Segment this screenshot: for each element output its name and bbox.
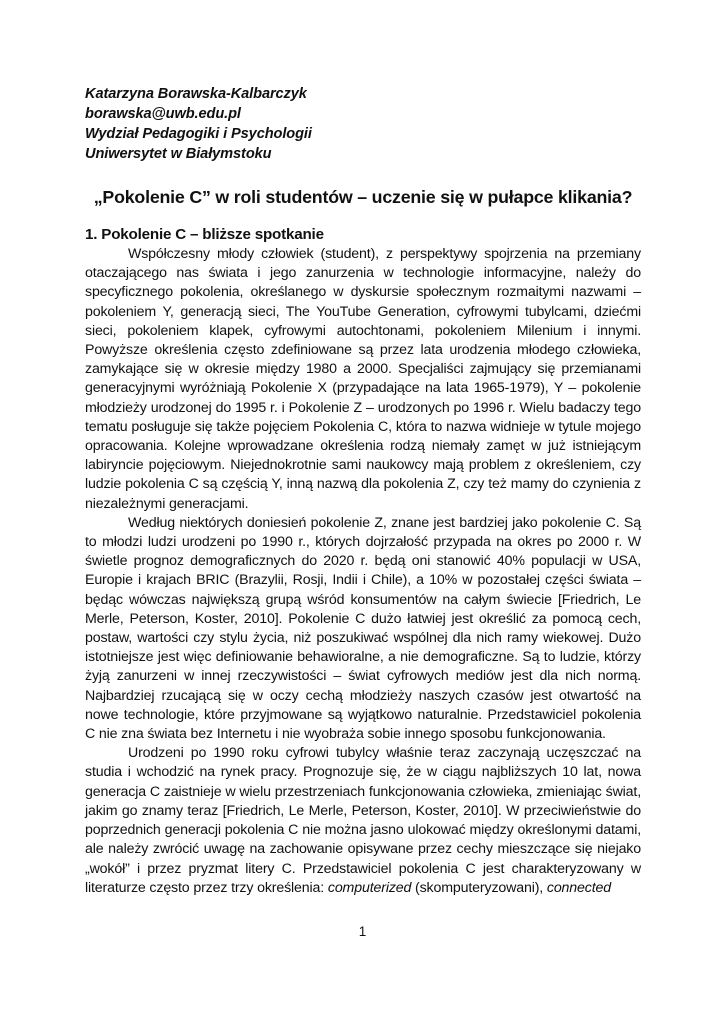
document-page xyxy=(85,84,641,898)
paragraph-3-text: Urodzeni po 1990 roku cyfrowi tubylcy właśnie teraz zaczynają uczęszczać na studia i wchodzić na rynek pracy. Prognozuje się, że w ciągu najbliższych 10 lat, nowa generacja C zaistnieje w wielu przestrzeniach funkcjonowania człowieka, zmieniając świat, jakim go znamy teraz [Friedrich, Le Merle, Peterson, Koster, 2010]. W przeciwieństwie do poprzednich generacji pokolenia C nie można jasno ulokować między określonymi datami, ale należy zwrócić uwagę na zachowanie opisywane przez cechy mieszczące się niejako „wokół” i przez pryzmat litery C. Przedstawiciel pokolenia C jest charakteryzowany w literaturze często przez trzy określenia: xyxy=(85,745,641,896)
author-block xyxy=(85,84,641,164)
page-number: 1 xyxy=(358,924,367,939)
document-title: „Pokolenie C” w roli studentów – uczenie się w pułapce klikania? xyxy=(93,187,633,207)
term-computerized-gloss: (skomputeryzowani), xyxy=(411,879,547,896)
author-name: Katarzyna Borawska-Kalbarczyk xyxy=(85,86,307,102)
paragraph-2: Według niektórych doniesień pokolenie Z, znane jest bardziej jako pokolenie C. Są to młodzi ludzi urodzeni po 1990 r., których dojrzałość przypada na okres po 2000 r. W świetle prognoz demograficznych do 2020 r. będą oni stanowić 40% populacji w USA, Europie i krajach BRIC (Brazylii, Rosji, Indii i Chile), a 10% w pozostałej części świata – będąc wówczas największą grupą wśród konsumentów na całym świecie [Friedrich, Le Merle, Peterson, Koster, 2010]. Pokolenie C dużo łatwiej jest określić za pomocą cech, postaw, wartości czy stylu życia, niż poszukiwać wspólnej dla nich ramy wiekowej. Dużo istotniejsze jest więc definiowanie behawioralne, a nie demograficzne. Są to ludzie, którzy żyją zanurzeni w innej rzeczywistości – świat cyfrowych mediów jest dla nich normą. Najbardziej rzucającą się w oczy cechą młodzieży naszych czasów jest otwartość na nowe technologie, które przyjmowane są wyjątkowo naturalnie. Przedstawiciel pokolenia C nie zna świata bez Internetu i nie wyobraża sobie innego sposobu funkcjonowania. xyxy=(85,514,641,743)
author-faculty: Wydział Pedagogiki i Psychologii xyxy=(85,126,312,142)
author-university: Uniwersytet w Białymstoku xyxy=(85,146,272,162)
author-email: borawska@uwb.edu.pl xyxy=(85,106,241,122)
term-computerized: computerized xyxy=(327,879,412,896)
term-connected: connected xyxy=(546,879,611,896)
paragraph-3 xyxy=(85,744,641,898)
section-heading: 1. Pokolenie C – bliższe spotkanie xyxy=(85,226,324,243)
paragraph-1: Współczesny młody człowiek (student), z perspektywy spojrzenia na przemiany otaczającego nas świata i jego zanurzenia w technologie informacyjne, należy do specyficznego pokolenia, określanego w dyskursie społecznym rozmaitymi nazwami – pokoleniem Y, generacją sieci, The YouTube Generation, cyfrowymi tubylcami, dziećmi sieci, pokoleniem klapek, cyfrowymi autochtonami, pokoleniem Milenium i innymi. Powyższe określenia często zdefiniowane są przez lata urodzenia młodego człowieka, zamykające się w okresie między 1980 a 2000. Specjaliści zajmujący się przemianami generacyjnymi wyróżniają Pokolenie X (przypadające na lata 1965-1979), Y – pokolenie młodzieży urodzonej do 1995 r. i Pokolenie Z – urodzonych po 1996 r. Wielu badaczy tego tematu posługuje się także pojęciem Pokolenia C, która to nazwa widnieje w tytule mojego opracowania. Kolejne wprowadzane określenia rodzą niemały zamęt w już istniejącym labiryncie pojęciowym. Niejednokrotnie sami naukowcy mają problem z określeniem, czy ludzie pokolenia C są częścią Y, inną nazwą dla pokolenia Z, czy też mamy do czynienia z niezależnymi generacjami. xyxy=(85,246,641,512)
